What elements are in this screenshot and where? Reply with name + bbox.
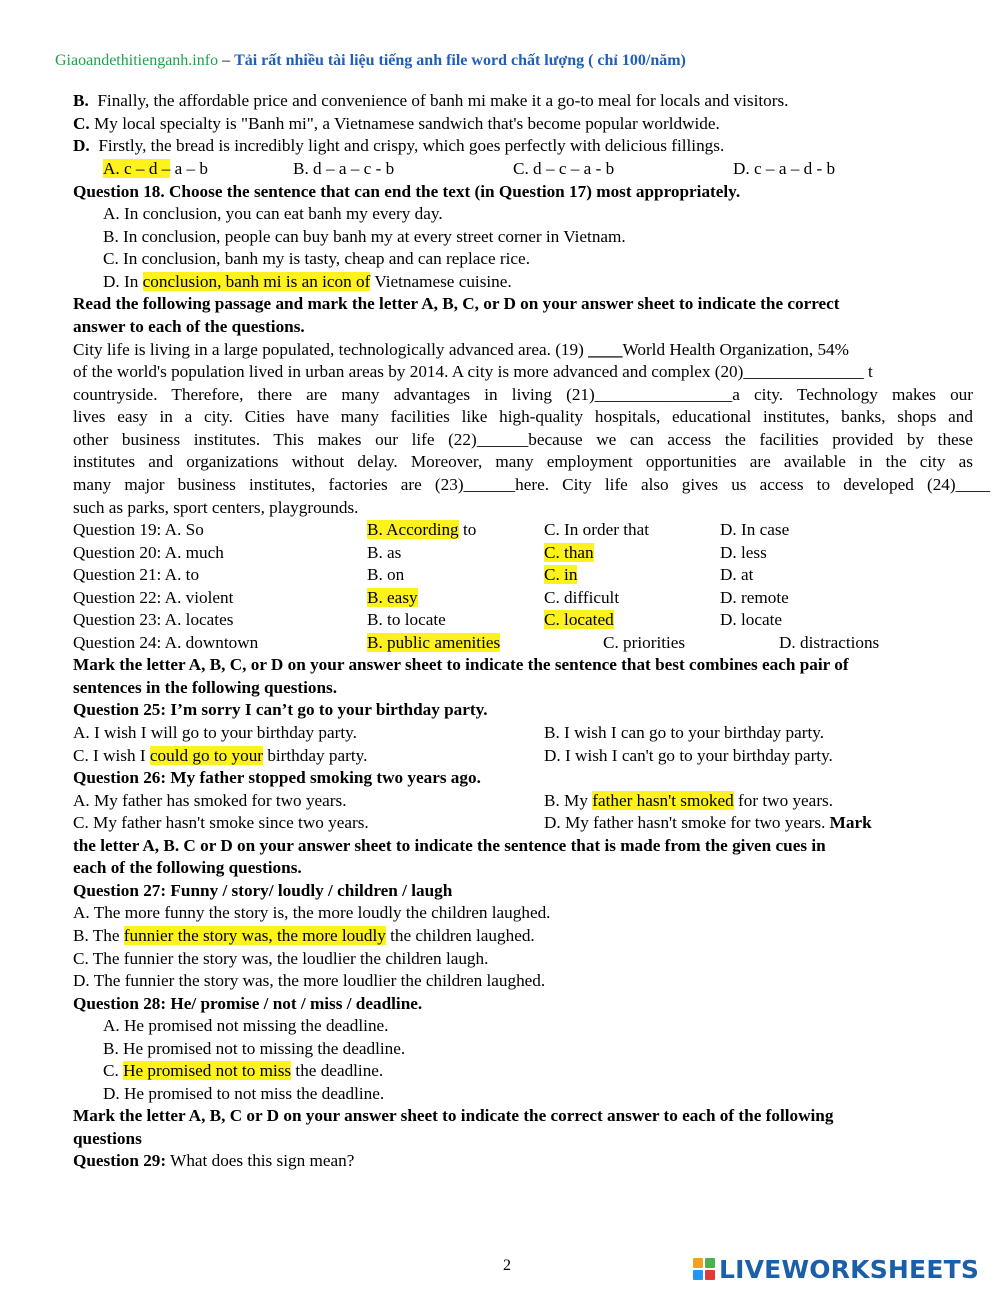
passage-line-2: of the world's population lived in urban areas by 2014. A city is more advanced and complex (20)______________ t bbox=[73, 362, 873, 381]
answer-row-b[interactable]: B. to locate bbox=[367, 610, 446, 629]
passage-instruction-2: answer to each of the questions. bbox=[73, 317, 305, 336]
logo-square bbox=[705, 1270, 715, 1280]
q25-c-highlight: could go to your bbox=[149, 746, 264, 765]
answer-row-d[interactable]: D. remote bbox=[720, 588, 789, 607]
passage-line-7: many major business institutes, factories are (23)______here. City life also gives us access to developed (24)____ bbox=[73, 475, 990, 494]
cues-instruction-2: each of the following questions. bbox=[73, 858, 302, 877]
final-instruction-2: questions bbox=[73, 1129, 142, 1148]
passage-line-1-post: World Health Organization, 54% bbox=[622, 340, 849, 359]
q17-answer-a-highlight: A. c – d – bbox=[103, 159, 171, 178]
q17-answer-c[interactable]: C. d – c – a - b bbox=[513, 159, 615, 178]
answer-row-q[interactable]: Question 22: A. violent bbox=[73, 588, 234, 607]
q17-c-label: C. bbox=[73, 114, 90, 133]
answer-b-rest: to bbox=[458, 520, 477, 539]
q26-option-c[interactable]: C. My father hasn't smoke since two years. bbox=[73, 813, 369, 832]
page-number: 2 bbox=[503, 1257, 511, 1274]
q17-b-text: Finally, the affordable price and convenience of banh mi make it a go-to meal for locals and visitors. bbox=[97, 91, 789, 110]
answer-b-highlight: B. easy bbox=[367, 588, 418, 607]
answer-row-c[interactable] bbox=[544, 609, 614, 631]
passage-line-3: countryside. Therefore, there are many advantages in living (21)________________a city. Technology makes our bbox=[73, 385, 973, 404]
q18-d-post: Vietnamese cuisine. bbox=[370, 272, 512, 291]
q24-row-q[interactable]: Question 24: A. downtown bbox=[73, 633, 259, 652]
q26-option-b[interactable] bbox=[544, 790, 833, 812]
promo-text: Tải rất nhiều tài liệu tiếng anh file word chất lượng ( chỉ 100/năm) bbox=[234, 52, 686, 69]
q27-b-pre: B. The bbox=[73, 926, 124, 945]
passage-line-1 bbox=[73, 339, 849, 361]
answer-row-c[interactable]: C. difficult bbox=[544, 588, 620, 607]
answer-row-c[interactable] bbox=[544, 542, 594, 564]
q28-option-a[interactable]: A. He promised not missing the deadline. bbox=[103, 1016, 389, 1035]
logo-square bbox=[693, 1270, 703, 1280]
q28-c-pre: C. bbox=[103, 1061, 124, 1080]
passage-line-4: lives easy in a city. Cities have many facilities like high-quality hospitals, educational institutes, banks, shops and bbox=[73, 407, 973, 426]
combine-instruction-2: sentences in the following questions. bbox=[73, 678, 338, 697]
q24-option-c[interactable]: C. priorities bbox=[603, 633, 686, 652]
liveworksheets-logo-icon bbox=[693, 1258, 715, 1280]
q25-option-b[interactable]: B. I wish I can go to your birthday party. bbox=[544, 723, 825, 742]
q29-text: What does this sign mean? bbox=[166, 1151, 355, 1170]
q25-option-c[interactable] bbox=[73, 745, 367, 767]
q18-d-highlight: conclusion, banh mi is an icon of bbox=[142, 272, 371, 291]
answer-row-d[interactable]: D. locate bbox=[720, 610, 783, 629]
q28-option-b[interactable]: B. He promised not to missing the deadline. bbox=[103, 1039, 406, 1058]
q17-answer-b[interactable]: B. d – a – c - b bbox=[293, 159, 395, 178]
q25-option-a[interactable]: A. I wish I will go to your birthday party. bbox=[73, 723, 357, 742]
q24-option-d[interactable]: D. distractions bbox=[779, 633, 880, 652]
q26-b-pre: B. My bbox=[544, 791, 593, 810]
q17-option-d bbox=[73, 135, 724, 157]
page-header bbox=[55, 50, 686, 72]
answer-row-d[interactable]: D. less bbox=[720, 543, 767, 562]
q17-d-label: D. bbox=[73, 136, 90, 155]
answer-c-highlight: C. in bbox=[544, 565, 578, 584]
q29-label: Question 29: bbox=[73, 1151, 167, 1170]
q27-b-post: the children laughed. bbox=[385, 926, 535, 945]
q17-option-b bbox=[73, 90, 788, 112]
q17-c-text: My local specialty is "Banh mi", a Vietnamese sandwich that's become popular worldwide. bbox=[94, 114, 720, 133]
q18-title: Question 18. Choose the sentence that can end the text (in Question 17) most appropriately. bbox=[73, 182, 741, 201]
answer-row-b[interactable]: B. on bbox=[367, 565, 405, 584]
q28-title: Question 28: He/ promise / not / miss / deadline. bbox=[73, 994, 423, 1013]
logo-square bbox=[693, 1258, 703, 1268]
q24-option-b[interactable] bbox=[367, 632, 500, 654]
q26-title: Question 26: My father stopped smoking two years ago. bbox=[73, 768, 481, 787]
q26-b-highlight: father hasn't smoked bbox=[592, 791, 734, 810]
blank-19: ____ bbox=[588, 340, 623, 359]
q26-b-post: for two years. bbox=[733, 791, 834, 810]
q17-answer-a-rest: a – b bbox=[170, 159, 209, 178]
answer-c-highlight: C. located bbox=[544, 610, 614, 629]
site-link[interactable]: Giaoandethitienganh.info bbox=[55, 52, 219, 69]
answer-row-c[interactable] bbox=[544, 564, 577, 586]
q18-option-c[interactable]: C. In conclusion, banh my is tasty, cheap and can replace rice. bbox=[103, 249, 530, 268]
q18-option-b[interactable]: B. In conclusion, people can buy banh my at every street corner in Vietnam. bbox=[103, 227, 626, 246]
answer-row-q[interactable]: Question 20: A. much bbox=[73, 543, 224, 562]
answer-row-q[interactable]: Question 21: A. to bbox=[73, 565, 200, 584]
answer-row-d[interactable]: D. In case bbox=[720, 520, 790, 539]
q27-option-d[interactable]: D. The funnier the story was, the more loudlier the children laughed. bbox=[73, 971, 546, 990]
q18-d-pre: D. In bbox=[103, 272, 143, 291]
q26-option-d[interactable] bbox=[544, 812, 872, 834]
header-dash: – bbox=[218, 52, 235, 69]
mark-word: Mark bbox=[829, 813, 872, 832]
q25-title: Question 25: I’m sorry I can’t go to your birthday party. bbox=[73, 700, 488, 719]
passage-line-6: institutes and organizations without delay. Moreover, many employment opportunities are available in the city as bbox=[73, 452, 973, 471]
q25-c-post: birthday party. bbox=[263, 746, 368, 765]
logo-square bbox=[705, 1258, 715, 1268]
answer-row-q[interactable]: Question 23: A. locates bbox=[73, 610, 234, 629]
q28-option-c[interactable] bbox=[103, 1060, 383, 1082]
q17-d-text: Firstly, the bread is incredibly light and crispy, which goes perfectly with delicious fillings. bbox=[98, 136, 725, 155]
q17-answer-d[interactable]: D. c – a – d - b bbox=[733, 159, 836, 178]
answer-b-highlight: B. According bbox=[367, 520, 459, 539]
liveworksheets-logo[interactable] bbox=[693, 1253, 979, 1285]
logo-text: LIVEWORKSHEETS bbox=[719, 1254, 980, 1284]
q26-d-text: D. My father hasn't smoke for two years. bbox=[544, 813, 830, 832]
passage-line-1-pre: City life is living in a large populated, technologically advanced area. (19) bbox=[73, 340, 589, 359]
q27-option-b[interactable] bbox=[73, 925, 535, 947]
passage-instruction-1: Read the following passage and mark the letter A, B, C, or D on your answer sheet to indicate the correct bbox=[73, 294, 840, 313]
q27-option-a[interactable]: A. The more funny the story is, the more loudly the children laughed. bbox=[73, 903, 551, 922]
answer-c-highlight: C. than bbox=[544, 543, 594, 562]
combine-instruction-1: Mark the letter A, B, C, or D on your answer sheet to indicate the sentence that best combines each pair of bbox=[73, 655, 849, 674]
q25-option-d[interactable]: D. I wish I can't go to your birthday party. bbox=[544, 746, 833, 765]
answer-row-b[interactable] bbox=[367, 519, 476, 541]
answer-row-b[interactable]: B. as bbox=[367, 543, 402, 562]
q28-option-d[interactable]: D. He promised to not miss the deadline. bbox=[103, 1084, 385, 1103]
q17-answer-a[interactable] bbox=[103, 158, 208, 180]
final-instruction-1: Mark the letter A, B, C or D on your answer sheet to indicate the correct answer to each of the following bbox=[73, 1106, 834, 1125]
answer-row-c[interactable]: C. In order that bbox=[544, 520, 650, 539]
answer-row-b[interactable] bbox=[367, 587, 418, 609]
q17-option-c bbox=[73, 113, 720, 135]
answer-row-d[interactable]: D. at bbox=[720, 565, 754, 584]
q24-b-highlight: B. public amenities bbox=[367, 633, 501, 652]
passage-line-5: other business institutes. This makes our life (22)______because we can access the facilities provided by these bbox=[73, 430, 973, 449]
q26-option-a[interactable]: A. My father has smoked for two years. bbox=[73, 791, 347, 810]
q27-option-c[interactable]: C. The funnier the story was, the loudlier the children laugh. bbox=[73, 949, 489, 968]
q28-c-highlight: He promised not to miss bbox=[123, 1061, 292, 1080]
answer-row-q[interactable]: Question 19: A. So bbox=[73, 520, 204, 539]
q18-option-d[interactable] bbox=[103, 271, 512, 293]
q28-c-post: the deadline. bbox=[291, 1061, 384, 1080]
q29-prompt bbox=[73, 1150, 354, 1172]
q18-option-a[interactable]: A. In conclusion, you can eat banh my every day. bbox=[103, 204, 443, 223]
passage-line-8: such as parks, sport centers, playgrounds. bbox=[73, 498, 359, 517]
q17-b-label: B. bbox=[73, 91, 89, 110]
cues-instruction-1: the letter A, B. C or D on your answer sheet to indicate the sentence that is made from the given cues in bbox=[73, 836, 826, 855]
q25-c-pre: C. I wish I bbox=[73, 746, 150, 765]
q27-b-highlight: funnier the story was, the more loudly bbox=[123, 926, 386, 945]
q27-title: Question 27: Funny / story/ loudly / children / laugh bbox=[73, 881, 453, 900]
